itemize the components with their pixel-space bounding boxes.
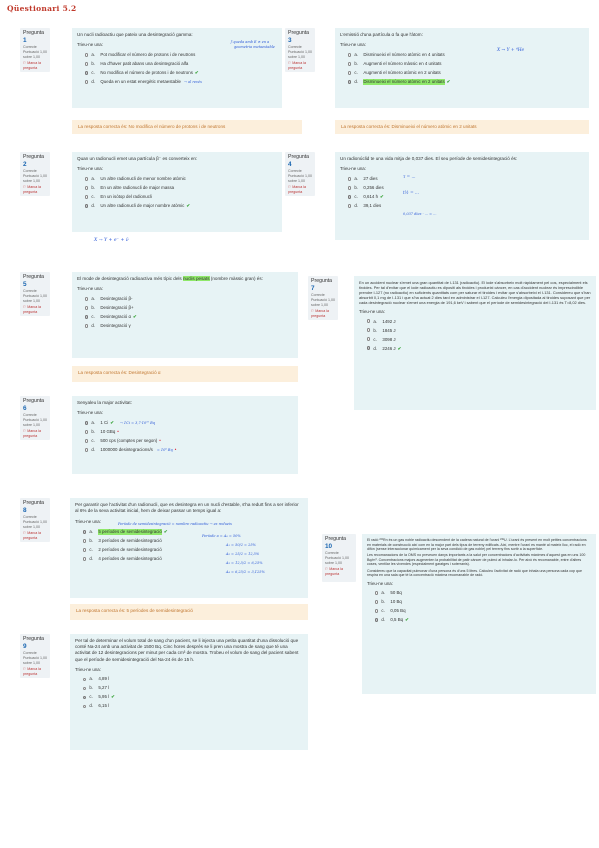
question-6 — [20, 396, 300, 476]
option-text: 10 GBq — [100, 428, 116, 434]
radio-button[interactable] — [375, 609, 378, 612]
option-b[interactable]: b. Ha d'haver patit abans una desintegració alfa — [77, 59, 277, 68]
choose-one-label: Trieu-ne una: — [77, 410, 103, 416]
question-info: Pregunta 9 Correcte Puntuació 1,00 sobre 1,00 ⚐ Marca la pregunta — [20, 634, 50, 678]
option-text: No modifica el número de protons i de neutrons — [100, 69, 193, 75]
option-text: 2246 J — [382, 345, 396, 351]
choose-one-label: Trieu-ne una: — [359, 309, 385, 315]
score-label: Puntuació 1,00 sobre 1,00 — [23, 294, 47, 303]
question-info: Pregunta 1 Correcte Puntuació 1,00 sobre 1,00 ⚐ Marca la pregunta — [20, 28, 50, 72]
option-c[interactable]: c. No modifica el número de protons i de neutrons ✔ — [77, 68, 277, 77]
handwritten-note: Període a = A₀ = 50% — [202, 534, 241, 538]
option-text: Ha d'haver patit abans una desintegració alfa — [100, 60, 189, 66]
status-label: Correcte — [23, 289, 37, 293]
option-b[interactable]: b. 10 GBq • — [77, 427, 293, 436]
question-content — [70, 634, 308, 750]
option-a[interactable]: a. 4,89 l — [75, 675, 303, 684]
option-a[interactable]: a. Pot modificar el número de protons i de neutrons — [77, 50, 277, 59]
option-b[interactable]: b. 10 Bq — [367, 597, 591, 606]
radio-button[interactable] — [367, 328, 370, 331]
score-label: Puntuació 1,00 sobre 1,00 — [325, 556, 349, 565]
option-text: Pot modificar el número de protons i de neutrons — [100, 51, 196, 57]
option-a[interactable]: a. 5 períodes de semidesintegració ✔ — [75, 528, 303, 537]
radio-button[interactable] — [85, 177, 88, 180]
choose-one-label: Trieu-ne una: — [77, 42, 103, 48]
status-label: Correcte — [311, 293, 325, 297]
question-content — [335, 152, 589, 240]
option-text: 5 períodes de semidesintegració — [98, 529, 162, 534]
option-a[interactable]: a. Un altre radionucli de menor nombre atòmic — [77, 174, 277, 183]
option-text: 50 Bq — [390, 589, 402, 595]
option-text: Augmenti el número atòmic en 2 unitats — [363, 69, 441, 75]
radio-button-selected[interactable] — [85, 315, 88, 318]
question-number: 6 — [23, 405, 27, 412]
radio-button-selected[interactable] — [348, 195, 351, 198]
choose-one-label: Trieu-ne una: — [77, 166, 103, 172]
status-label: Correcte — [23, 413, 37, 417]
flag-question-link[interactable]: ⚐ Marca la pregunta — [23, 429, 42, 438]
option-text: Desintegració γ — [100, 322, 131, 328]
question-2 — [20, 152, 282, 250]
handwritten-note: A₃ = 12,5/2 = 6,25% — [226, 561, 263, 565]
handwritten-note: A₄ = 6,25/2 = 3,125% — [226, 570, 265, 574]
option-b[interactable]: b. 3 períodes de semidesintegració — [75, 537, 303, 546]
question-text: Per tal de determinar el volum total de sang d'un pacient, se li injecta una petita quantitat d'una dissolució que conté Na-24 amb una activitat de 1500 Bq. Cinc hores després se li pren una mostra de sang que té una activitat de 12 desintegracions per minut per cada cm³ de mostra. Trobeu el volum de sang del pacient sabent que el període de semidesintegració del Na-24 és de 15 h. — [75, 638, 299, 662]
handwritten-note: A₂ = 25/2 = 12,5% — [226, 552, 260, 556]
option-a[interactable]: a. 1492 J — [359, 317, 591, 326]
status-label: Correcte — [23, 515, 37, 519]
option-text: Desintegració β+ — [100, 304, 134, 310]
question-number: 7 — [311, 285, 315, 292]
flag-question-link[interactable]: ⚐ Marca la pregunta — [23, 667, 42, 676]
question-number: 8 — [23, 507, 27, 514]
score-label: Puntuació 1,00 sobre 1,00 — [288, 50, 312, 59]
correct-answer-box: La resposta correcta és: 5 períodes de semidesintegració — [70, 604, 308, 620]
option-d[interactable]: d. 6,15 l — [75, 702, 303, 711]
option-text: Un altre radionucli de menor nombre atòmic — [100, 175, 186, 181]
option-text: 2 períodes de semidesintegració — [98, 547, 162, 552]
option-text: 500 cps (comptes per segon) — [100, 437, 158, 443]
question-text: Per garantir que l'activitat d'un radionucli, que es desintegra en un nucli d'estable, s'ha reduït fins a ser inferior al 6% de la seva activitat inicial, hem de deixar passar un temps igual a: — [75, 502, 299, 514]
question-text: L'emissió d'una partícula α fa que l'àtom: — [340, 32, 423, 37]
handwritten-note: = 10⁶ Bq — [156, 447, 173, 452]
radio-button[interactable] — [85, 439, 88, 442]
option-text: 0,614 h — [363, 193, 379, 199]
option-text: En un isòtop del radionucli — [100, 193, 152, 199]
option-text: Desintegració β- — [100, 295, 133, 301]
radio-button[interactable] — [85, 186, 88, 189]
flag-question-link[interactable]: ⚐ Marca la pregunta — [23, 531, 42, 540]
correct-check-icon: ✔ — [380, 193, 384, 199]
option-text: 0,5 Bq — [390, 616, 404, 622]
question-number: 3 — [288, 37, 292, 44]
radio-button-selected[interactable] — [83, 696, 86, 699]
radio-button[interactable] — [348, 186, 351, 189]
option-d[interactable]: d. Desintegració γ — [77, 321, 293, 330]
handwritten-note: → 1Ci = 3,7·10¹⁰ Bq — [119, 420, 155, 425]
correct-answer-box: La resposta correcta és: Desintegració α — [72, 366, 298, 382]
radio-button-selected[interactable] — [83, 530, 86, 533]
question-number: 2 — [23, 161, 27, 168]
correct-check-icon: ✔ — [405, 616, 409, 622]
option-d[interactable]: d. 2246 J ✔ — [359, 344, 591, 353]
radio-button[interactable] — [375, 591, 378, 594]
flag-question-link[interactable]: ⚐ Marca la pregunta — [23, 185, 42, 194]
question-info: Pregunta 5 Correcte Puntuació 1,00 sobre 1,00 ⚐ Marca la pregunta — [20, 272, 50, 316]
correct-answer-box: La resposta correcta és: No modifica el número de protons i de neutrons — [72, 120, 302, 134]
option-text: 4,89 l — [98, 676, 110, 682]
flag-question-link[interactable]: ⚐ Marca la pregunta — [325, 567, 344, 576]
option-text: 10 Bq — [390, 598, 402, 604]
correct-check-icon: ✔ — [186, 202, 191, 208]
question-content — [72, 396, 298, 474]
question-number: 5 — [23, 281, 27, 288]
status-label: Correcte — [23, 45, 37, 49]
option-text: Desintegració α — [100, 313, 131, 319]
option-d[interactable]: d. Queda en un estat energètic metaestable → al revés — [77, 77, 277, 86]
option-text: Augmenti el número màssic en 4 unitats — [363, 60, 442, 66]
question-4 — [285, 152, 599, 250]
status-label: Correcte — [288, 169, 302, 173]
option-text: 1 Ci — [100, 419, 109, 425]
option-text: Disminueixi el número atòmic en 4 unitats — [363, 51, 445, 57]
correct-check-icon: ✔ — [110, 419, 114, 425]
question-info: Pregunta 3 Correcte Puntuació 1,00 sobre 1,00 ⚐ Marca la pregunta — [285, 28, 315, 72]
option-text: Un altre radionucli de major nombre atòmic — [100, 202, 185, 208]
radio-button[interactable] — [85, 430, 88, 433]
correct-check-icon: ✔ — [397, 345, 402, 351]
option-text: 39,1 dies — [363, 202, 382, 208]
score-label: Puntuació 1,00 sobre 1,00 — [23, 656, 47, 665]
handwritten-note: t½ = ... — [403, 190, 419, 195]
handwritten-note: X → Y + ⁴He — [497, 48, 525, 53]
correct-check-icon: ✔ — [133, 313, 137, 319]
option-c[interactable]: c. En un isòtop del radionucli — [77, 192, 277, 201]
flag-question-link[interactable]: ⚐ Marca la pregunta — [288, 185, 307, 194]
option-text: Disminueixi el número atòmic en 2 unitats — [363, 78, 445, 84]
radio-button[interactable] — [348, 177, 351, 180]
status-label: Correcte — [288, 45, 302, 49]
option-text: 3098 J — [382, 336, 396, 342]
question-content — [335, 28, 589, 108]
radio-button[interactable] — [375, 600, 378, 603]
question-text: El radó ²²²Rn és un gas noble radioactiu descendent de la cadena natural de l'urani ²³⁸U. L'urani és present en molt petites concentracions en materials de construcció així com en la major part dels tipus de terreny edificats. Així, mentre l'urani es manté al mateix lloc, el radó en difón (sense interaccionar químicament per la seva condició de gas noble) pel terreny fins sortir a la superfície. Les recomanacions de la OMS no preveuen danys importants a la salut per concentracions d'activitats màximes d'aquest gas en uns 100 Bq/m³. Concentracions majors augmenten la probabilitat de patir càncer de pulmó al inhalar-lo. Per això és recomanable, entre d'altres coses, ventilar les vivendes (especialment garatges i soterranis). Considereu que la capacitat pulmonar d'una persona és d'uns 5 litres. Calculeu l'activitat de radó que inhala una persona cada cop que respira en una sala que té la concentració màxima recomanable de radó. — [367, 538, 587, 578]
option-b[interactable]: b. 0,256 dies — [340, 183, 584, 192]
option-text: 5,95 l — [98, 694, 110, 700]
radio-button[interactable] — [83, 557, 86, 560]
option-d[interactable]: d. Disminueixi el número atòmic en 2 unitats ✔ — [340, 77, 584, 86]
question-info: Pregunta 7 Correcte Puntuació 1,00 sobre 1,00 ⚐ Marca la pregunta — [308, 276, 338, 320]
option-text: 5,27 l — [98, 685, 110, 691]
question-text: Un radionúclid te una vida mitja de 0,037 dies. El seu període de semidesintegració és: — [340, 156, 518, 161]
question-5 — [20, 272, 300, 392]
radio-button[interactable] — [85, 448, 88, 451]
question-text: El mode de desintegració radioactiva més típic dels nuclis pesats (nombre màssic gran) és: — [77, 276, 263, 281]
radio-button[interactable] — [83, 539, 86, 542]
option-text: 3 períodes de semidesintegració — [98, 538, 162, 543]
option-text: 1000000 desintegracions/s — [100, 446, 153, 452]
correct-check-icon: ✔ — [163, 529, 168, 534]
question-1 — [20, 28, 282, 140]
option-text: 27 dies — [363, 175, 378, 181]
question-content — [362, 534, 596, 694]
option-text: 0,256 dies — [363, 184, 384, 190]
radio-button[interactable] — [83, 678, 86, 681]
score-label: Puntuació 1,00 sobre 1,00 — [23, 174, 47, 183]
radio-button[interactable] — [348, 53, 351, 56]
option-d[interactable]: d. 0,5 Bq ✔ — [367, 615, 591, 624]
question-7 — [308, 276, 599, 410]
option-c[interactable]: c. 2 períodes de semidesintegració — [75, 546, 303, 555]
radio-button[interactable] — [83, 687, 86, 690]
question-9 — [20, 634, 310, 754]
question-text: En un accident nuclear s'emet una gran quantitat de I-131 (radioactiu). El iode s'absorbeix molt ràpidament pel cos, especialment els tiroides. Per tal d'evitar que el iode radioactiu es dipositi als tiroides i produeixi càncer, en cas d'accident nuclear és imprescindible prendre I-127 (no radioactiu) en suficients quantitats com per saturar el tiroides i evitar que s'absorbeixi el I-131. Considereu que s'han absorbit 0,1 mg de I-131 i que s'ha actuat 2 dies tard en administrar el I-127. Calculeu l'energia dipositada al tiroides suposant que per cada desintegració nuclear s'emet una energia de 191,6 keV i sabent que el període de semidesintegració del I-131 és T=8,02 dies. — [359, 280, 591, 306]
red-dot-mark: • — [174, 446, 177, 452]
correct-check-icon: ✔ — [111, 694, 115, 700]
correct-check-icon: ✔ — [194, 69, 199, 75]
option-text: 0,05 Bq — [390, 607, 406, 613]
option-b[interactable]: b. Desintegració β+ — [77, 303, 293, 312]
question-content — [72, 152, 282, 232]
radio-button[interactable] — [85, 297, 88, 300]
option-text: 1492 J — [382, 318, 396, 324]
correct-answer-box: La resposta correcta és: Disminueixi el número atòmic en 2 unitats — [335, 120, 589, 134]
red-dot-mark: • — [159, 437, 161, 443]
score-label: Puntuació 1,00 sobre 1,00 — [311, 298, 335, 307]
option-b[interactable]: b. 5,27 l — [75, 684, 303, 693]
page-title: Qüestionari 5.2 — [7, 4, 77, 13]
radio-button[interactable] — [85, 53, 88, 56]
option-c[interactable]: c. Desintegració α ✔ — [77, 312, 293, 321]
option-c[interactable]: c. 3098 J — [359, 335, 591, 344]
option-c[interactable]: c. 5,95 l ✔ — [75, 693, 303, 702]
question-number: 4 — [288, 161, 292, 168]
score-label: Puntuació 1,00 sobre 1,00 — [23, 50, 47, 59]
option-c[interactable]: c. 500 cps (comptes per segon) • — [77, 436, 293, 445]
question-text: Un nucli radioactiu que pateix una desintegració gamma: — [77, 32, 193, 37]
option-a[interactable]: a. 1 Ci ✔ → 1Ci = 3,7·10¹⁰ Bq — [77, 418, 293, 427]
handwritten-note: A₁ = 50/2 = 25% — [226, 543, 256, 547]
question-3 — [285, 28, 599, 140]
question-info: Pregunta 4 Correcte Puntuació 1,00 sobre 1,00 ⚐ Marca la pregunta — [285, 152, 315, 196]
question-content — [354, 276, 596, 410]
option-c[interactable]: c. Augmenti el número atòmic en 2 unitats — [340, 68, 584, 77]
choose-one-label: Trieu-ne una: — [340, 42, 366, 48]
question-number: 10 — [325, 543, 333, 550]
handwritten-note: → al revés — [183, 79, 202, 84]
question-info: Pregunta 10 Correcte Puntuació 1,00 sobre 1,00 ⚐ Marca la pregunta — [322, 534, 356, 582]
question-text: Senyaleu la major activitat: — [77, 400, 132, 405]
option-a[interactable]: a. 27 dies — [340, 174, 584, 183]
choose-one-label: Trieu-ne una: — [75, 519, 101, 525]
option-a[interactable]: a. Desintegració β- — [77, 294, 293, 303]
option-c[interactable]: c. 0,614 h ✔ — [340, 192, 584, 201]
flag-question-link[interactable]: ⚐ Marca la pregunta — [288, 61, 307, 70]
question-number: 9 — [23, 643, 27, 650]
handwritten-note: ℨ queda amb E ≠ en a — [230, 40, 270, 44]
question-8 — [20, 498, 310, 626]
question-number: 1 — [23, 37, 27, 44]
question-text: Quan un radionucli emet una partícula β⁻ es converteix en: — [77, 156, 198, 161]
radio-button-selected[interactable] — [85, 421, 88, 424]
status-label: Correcte — [23, 651, 37, 655]
question-content — [72, 272, 298, 358]
flag-question-link[interactable]: ⚐ Marca la pregunta — [311, 309, 330, 318]
option-d[interactable]: d. 1000000 desintegracions/s = 10⁶ Bq • — [77, 445, 293, 454]
question-content — [70, 498, 308, 598]
option-text: 4 períodes de semidesintegració — [98, 556, 162, 561]
question-info: Pregunta 8 Correcte Puntuació 1,00 sobre 1,00 ⚐ Marca la pregunta — [20, 498, 50, 542]
radio-button[interactable] — [348, 204, 351, 207]
correct-check-icon: ✔ — [446, 78, 451, 84]
score-label: Puntuació 1,00 sobre 1,00 — [23, 418, 47, 427]
status-label: Correcte — [23, 169, 37, 173]
option-text: 1845 J — [382, 327, 396, 333]
option-b[interactable]: b. En un altre radionucli de major massa — [77, 183, 277, 192]
handwritten-note: τ = ... — [403, 174, 416, 179]
choose-one-label: Trieu-ne una: — [367, 580, 393, 586]
question-info: Pregunta 2 Correcte Puntuació 1,00 sobre 1,00 ⚐ Marca la pregunta — [20, 152, 50, 196]
option-d[interactable]: d. 39,1 dies — [340, 201, 584, 210]
red-dot-mark: • — [117, 428, 119, 434]
choose-one-label: Trieu-ne una: — [75, 666, 101, 672]
option-b[interactable]: b. Augmenti el número màssic en 4 unitats — [340, 59, 584, 68]
radio-button[interactable] — [367, 319, 370, 322]
radio-button[interactable] — [85, 324, 88, 327]
option-d[interactable]: d. Un altre radionucli de major nombre atòmic ✔ — [77, 201, 277, 210]
flag-question-link[interactable]: ⚐ Marca la pregunta — [23, 61, 42, 70]
radio-button[interactable] — [83, 705, 86, 708]
status-label: Correcte — [325, 551, 339, 555]
score-label: Puntuació 1,00 sobre 1,00 — [288, 174, 312, 183]
radio-button[interactable] — [348, 62, 351, 65]
radio-button-selected[interactable] — [375, 618, 378, 621]
radio-button-selected[interactable] — [85, 204, 88, 207]
choose-one-label: Trieu-ne una: — [77, 286, 103, 292]
handwritten-note: geometria metaestable — [234, 45, 275, 49]
radio-button[interactable] — [85, 62, 88, 65]
option-a[interactable]: a. 50 Bq — [367, 588, 591, 597]
option-b[interactable]: b. 1845 J — [359, 326, 591, 335]
handwritten-note: X → Y + e⁻ + ν̄ — [94, 238, 129, 243]
choose-one-label: Trieu-ne una: — [340, 166, 366, 172]
radio-button-selected[interactable] — [85, 71, 88, 74]
score-label: Puntuació 1,00 sobre 1,00 — [23, 520, 47, 529]
radio-button[interactable] — [85, 306, 88, 309]
radio-button[interactable] — [83, 548, 86, 551]
option-d[interactable]: d. 4 períodes de semidesintegració — [75, 555, 303, 564]
radio-button[interactable] — [85, 195, 88, 198]
option-text: 6,15 l — [98, 703, 110, 709]
handwritten-note: Període de semidesintegració = nombre radioactiu → es redueix — [118, 522, 232, 526]
option-text: Queda en un estat energètic metaestable — [100, 78, 181, 84]
question-info: Pregunta 6 Correcte Puntuació 1,00 sobre 1,00 ⚐ Marca la pregunta — [20, 396, 50, 440]
flag-question-link[interactable]: ⚐ Marca la pregunta — [23, 305, 42, 314]
option-c[interactable]: c. 0,05 Bq — [367, 606, 591, 615]
radio-button-selected[interactable] — [367, 346, 370, 349]
handwritten-note: 0,037 dies · ... = ... — [403, 212, 437, 216]
option-text: En un altre radionucli de major massa — [100, 184, 175, 190]
option-a[interactable]: a. Disminueixi el número atòmic en 4 unitats — [340, 50, 584, 59]
radio-button-selected[interactable] — [348, 80, 351, 83]
radio-button[interactable] — [348, 71, 351, 74]
radio-button[interactable] — [367, 337, 370, 340]
question-10 — [322, 534, 599, 694]
radio-button[interactable] — [85, 80, 88, 83]
